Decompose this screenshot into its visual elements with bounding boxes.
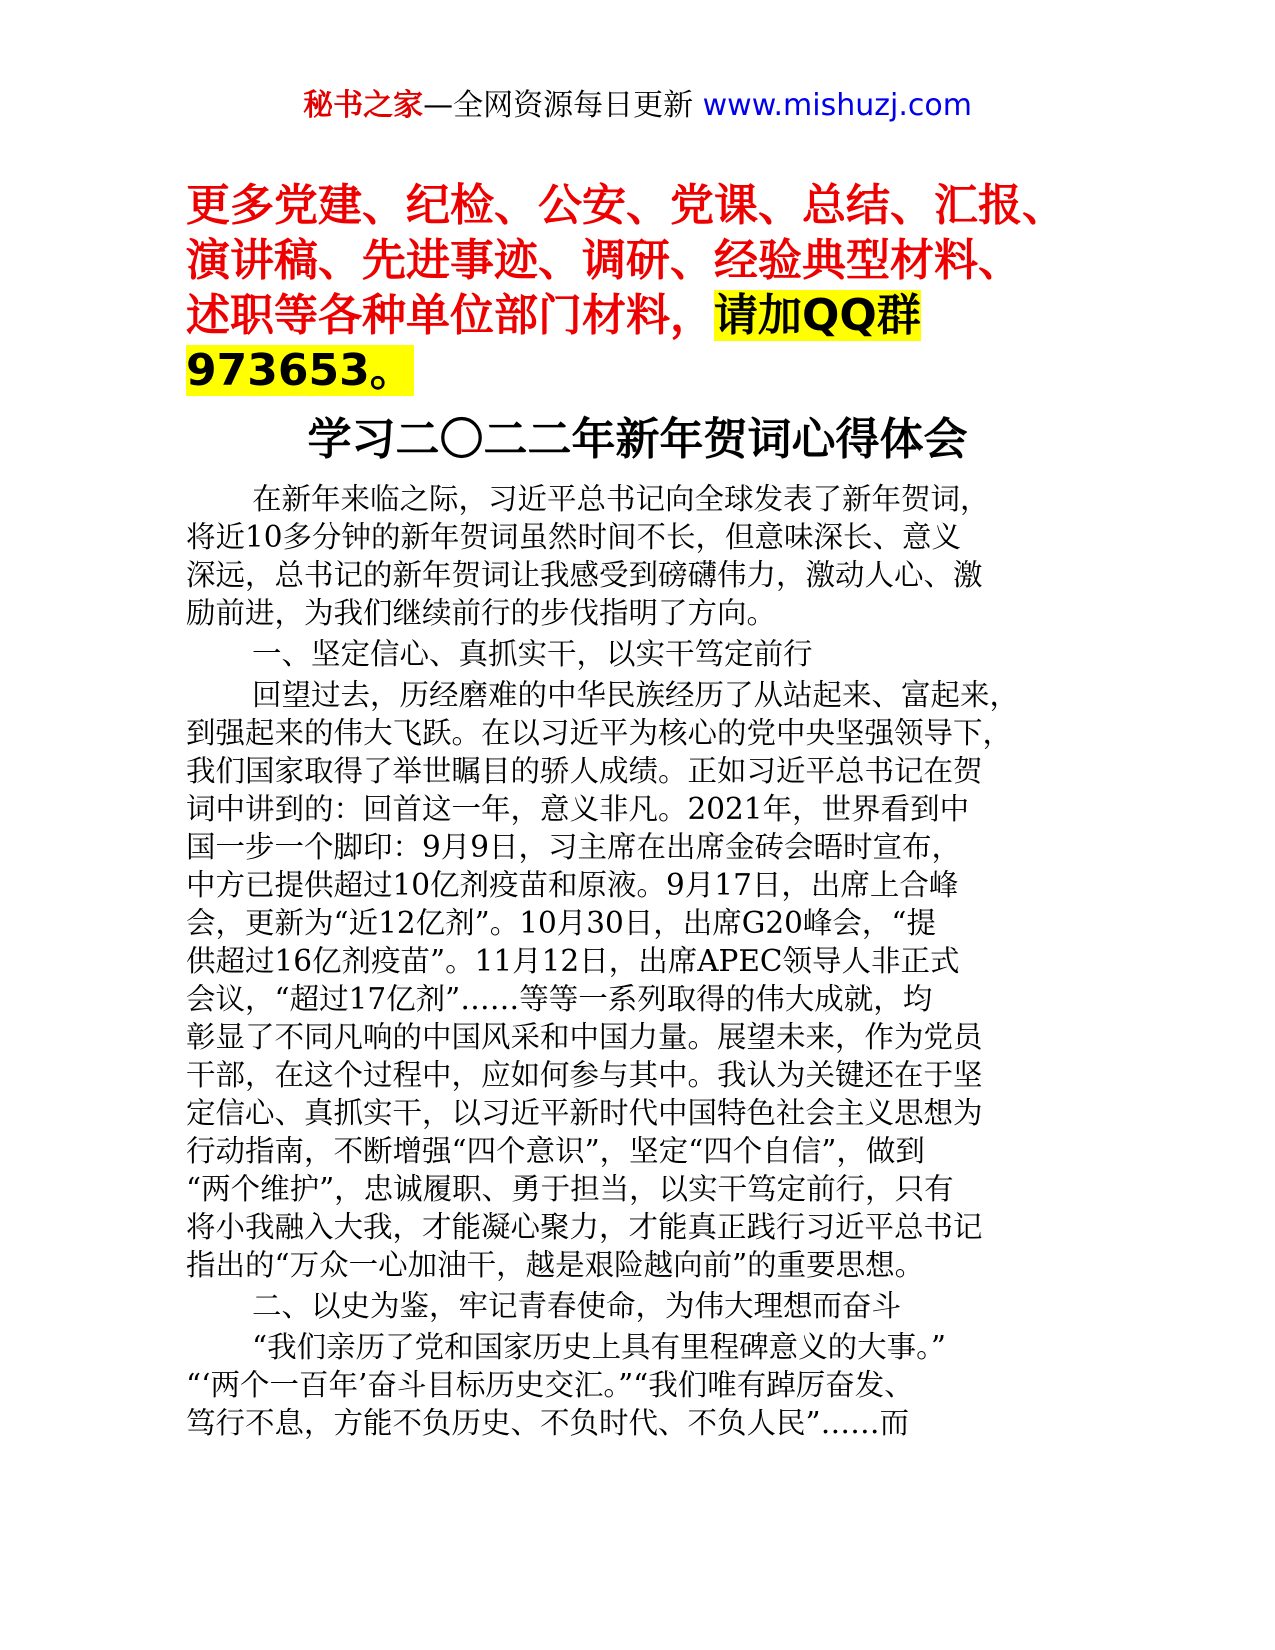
paragraph-line: 二、以史为鉴，牢记青春使命，为伟大理想而奋斗 — [252, 1289, 902, 1323]
paragraph — [186, 676, 1106, 1284]
promo-banner — [186, 178, 1106, 398]
paragraph-line: 笃行不息，方能不负历史、不负时代、不负人民”……而 — [186, 1406, 910, 1440]
paragraph-line: “‘两个一百年’奋斗目标历史交汇。”“我们唯有踔厉奋发、 — [186, 1368, 914, 1402]
paragraph-line: 我们国家取得了举世瞩目的骄人成绩。正如习近平总书记在贺 — [186, 754, 983, 788]
paragraph-line: 将小我融入大我，才能凝心聚力，才能真正践行习近平总书记 — [186, 1210, 983, 1244]
promo-line: 演讲稿、先进事迹、调研、经验典型材料、 — [186, 235, 1022, 286]
paragraph-line: 彰显了不同凡响的中国风采和中国力量。展望未来，作为党员 — [186, 1020, 983, 1054]
site-brand: 秘书之家 — [303, 88, 424, 123]
paragraph-line: 一、坚定信心、真抓实干，以实干笃定前行 — [252, 637, 813, 671]
paragraph-line: “我们亲历了党和国家历史上具有里程碑意义的大事。” — [252, 1330, 946, 1364]
paragraph-line: 指出的“万众一心加油干，越是艰险越向前”的重要思想。 — [186, 1248, 925, 1282]
paragraph — [186, 635, 1106, 673]
paragraph-line: 国一步一个脚印：9月9日，习主席在出席金砖会晤时宣布， — [186, 830, 962, 864]
site-slogan: —全网资源每日更新 — [423, 88, 703, 123]
paragraph-line: 深远，总书记的新年贺词让我感受到磅礴伟力，激动人心、激 — [186, 558, 983, 592]
paragraph-line: 回望过去，历经磨难的中华民族经历了从站起来、富起来， — [252, 678, 1020, 712]
paragraph-line: 词中讲到的：回首这一年，意义非凡。2021年，世界看到中 — [186, 792, 970, 826]
paragraph-line: 在新年来临之际，习近平总书记向全球发表了新年贺词， — [252, 482, 990, 516]
paragraph-line: 会，更新为“近12亿剂”。10月30日，出席G20峰会，“提 — [186, 906, 936, 940]
paragraph-line: 供超过16亿剂疫苗”。11月12日，出席APEC领导人非正式 — [186, 944, 960, 978]
promo-line — [186, 288, 1106, 343]
paragraph-line: 会议，“超过17亿剂”……等等一系列取得的伟大成就，均 — [186, 982, 933, 1016]
site-url-link[interactable]: www.mishuzj.com — [702, 88, 972, 123]
paragraph — [186, 1287, 1106, 1325]
promo-qq-highlight: 请加QQ群 — [714, 290, 921, 341]
promo-line — [186, 343, 1106, 398]
paragraph — [186, 480, 1106, 632]
paragraph-line: 行动指南，不断增强“四个意识”，坚定“四个自信”，做到 — [186, 1134, 925, 1168]
paragraph-line: 到强起来的伟大飞跃。在以习近平为核心的党中央坚强领导下， — [186, 716, 1013, 750]
document-title: 学习二〇二二年新年贺词心得体会 — [307, 414, 968, 465]
promo-qq-number: 973653。 — [186, 345, 414, 396]
promo-line-text: 述职等各种单位部门材料， — [186, 290, 714, 341]
document-body — [186, 480, 1106, 1445]
paragraph — [186, 1328, 1106, 1442]
promo-line: 更多党建、纪检、公安、党课、总结、汇报、 — [186, 180, 1066, 231]
paragraph-line: “两个维护”，忠诚履职、勇于担当，以实干笃定前行，只有 — [186, 1172, 954, 1206]
paragraph-line: 干部，在这个过程中，应如何参与其中。我认为关键还在于坚 — [186, 1058, 983, 1092]
paragraph-line: 励前进，为我们继续前行的步伐指明了方向。 — [186, 596, 777, 630]
paragraph-line: 将近10多分钟的新年贺词虽然时间不长，但意味深长、意义 — [186, 520, 962, 554]
paragraph-line: 中方已提供超过10亿剂疫苗和原液。9月17日，出席上合峰 — [186, 868, 959, 902]
site-header — [0, 86, 1275, 126]
paragraph-line: 定信心、真抓实干，以习近平新时代中国特色社会主义思想为 — [186, 1096, 983, 1130]
